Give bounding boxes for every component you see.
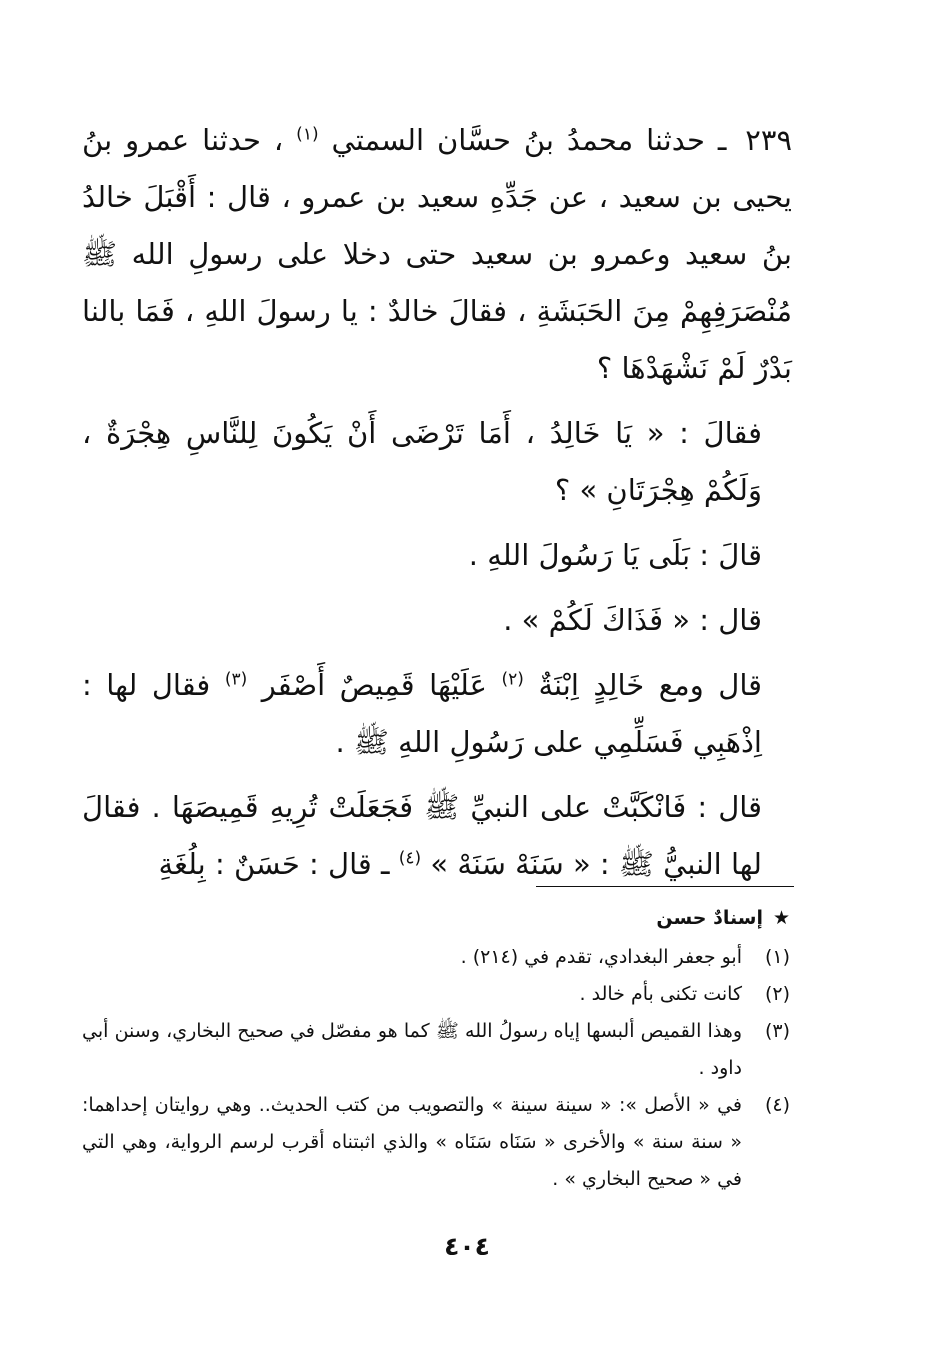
paragraph-5-part-c: فقال لها : اِذْهَبِي فَسَلِّمِي على رَسُولِ اللهِ ﷺ . xyxy=(82,668,762,759)
hadith-chain-text: ، حدثنا عمرو بنُ يحيى بن سعيد ، عن جَدِّهِ سعيد بن عمرو ، قال : أَقْبَلَ خالدُ بنُ سعيد وعمرو بن سعيد حتى دخلا على رسولِ الله ﷺ مُنْصَرَفِهِمْ مِنَ الحَبَشَةِ ، فقالَ خالدٌ : يا رسولَ اللهِ ، فَمَا بالنا بَدْرٌ لَمْ نَشْهَدْهَا ؟ xyxy=(82,123,792,385)
footnote-ref-4: (٤) xyxy=(398,848,422,869)
footnote-text: وهذا القميص ألبسها إياه رسولُ الله ﷺ كما هو مفصّل في صحيح البخاري، وسنن أبي داود . xyxy=(82,1020,742,1079)
hadith-paragraph-6 xyxy=(82,779,792,893)
footnotes xyxy=(82,900,790,1198)
footnote-ref-2: (٢) xyxy=(501,669,524,690)
hadith-paragraph-2: فقالَ : « يَا خَالِدُ ، أَمَا تَرْضَى أَنْ يَكُونَ لِلنَّاسِ هِجْرَةٌ ، وَلَكُمْ هِجْرَتَانِ » ؟ xyxy=(82,416,762,507)
footnote-3 xyxy=(82,1013,790,1087)
footnote-4 xyxy=(82,1087,790,1198)
footnote-number: (٤) xyxy=(764,1094,790,1116)
footnote-text: في « الأصل »: « سينة سينة » والتصويب من كتب الحديث.. وهي روايتان إحداهما: « سنة سنة » والأخرى « سَنَاه سَنَاه » والذي اثبتناه أقرب لرسم الرواية، وهي التي في « صحيح البخاري » . xyxy=(82,1094,742,1190)
hadith-paragraph-5 xyxy=(82,657,792,771)
page-number: ٤٠٤ xyxy=(444,1232,490,1261)
footnote-ref-3: (٣) xyxy=(224,669,248,690)
paragraph-6-part-a: قال : فَانْكَبَّتْ على النبيِّ ﷺ فَجَعَلَتْ تُرِيهِ قَمِيصَهَا . فقالَ لها النبيُّ ﷺ : « سَنَهْ سَنَهْ » xyxy=(82,790,762,881)
footnote-text: كانت تكنى بأم خالد . xyxy=(579,983,742,1005)
hadith-paragraph-4: قال : « فَذَاكَ لَكُمْ » . xyxy=(503,603,762,637)
footnote-number: (٢) xyxy=(764,983,790,1005)
footnote-ref-1: (١) xyxy=(296,124,319,145)
hadith-body xyxy=(82,112,792,901)
footnote-text: أبو جعفر البغدادي، تقدم في (٢١٤) . xyxy=(460,946,742,968)
paragraph-5-part-a: قال ومع خَالِدٍ اِبْنَةٌ xyxy=(538,668,763,702)
isnad-grade xyxy=(82,900,790,937)
footnote-divider xyxy=(536,886,794,887)
star-icon: ★ xyxy=(772,907,790,929)
hadith-paragraph-3: قالَ : بَلَى يَا رَسُولَ اللهِ . xyxy=(468,538,762,572)
footnote-number: (٣) xyxy=(764,1020,790,1042)
hadith-number: ٢٣٩ xyxy=(745,123,793,157)
paragraph-6-part-b: ـ قال : حَسَنٌ : بِلُغَةِ xyxy=(158,847,390,881)
grade-text: إسنادٌ حسن xyxy=(656,907,763,929)
footnote-1 xyxy=(82,939,790,976)
footnote-2 xyxy=(82,976,790,1013)
footnote-number: (١) xyxy=(764,946,790,968)
paragraph-5-part-b: عَلَيْهَا قَمِيصٌ أَصْفَر xyxy=(261,668,487,702)
hadith-opening: ـ حدثنا محمدُ بنُ حسَّان السمتي xyxy=(331,123,727,157)
hadith-paragraph-1 xyxy=(82,112,792,397)
